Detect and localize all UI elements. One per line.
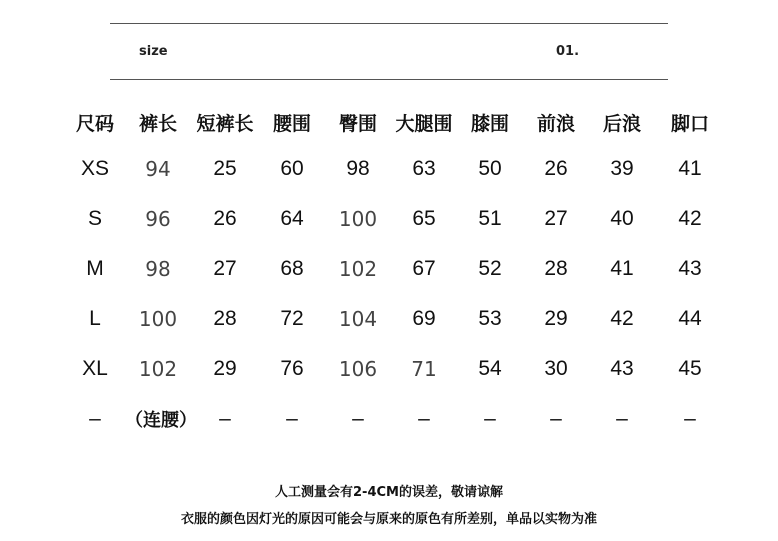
table-cell: – [550, 407, 562, 430]
table-cell: 100 [338, 207, 378, 231]
table-cell: – [286, 407, 298, 430]
table-cell: 41 [678, 157, 702, 180]
color-difference-note: 衣服的颜色因灯光的原因可能会与原来的原色有所差别，单品以实物为准 [180, 512, 597, 527]
column-header: 膝围 [470, 112, 509, 135]
table-cell: 28 [213, 307, 237, 330]
table-cell: 96 [145, 207, 171, 231]
table-cell: 27 [213, 257, 237, 280]
table-cell: 54 [478, 357, 502, 380]
table-cell: 42 [678, 207, 702, 230]
table-cell: 64 [280, 207, 304, 230]
table-cell: – [219, 407, 231, 430]
column-header: 臀围 [338, 112, 377, 135]
header-rule-top [110, 23, 668, 24]
table-cell: 43 [610, 357, 634, 380]
waistband-note: （连腰） [125, 410, 197, 431]
column-header: 尺码 [75, 112, 114, 135]
table-cell: 98 [346, 157, 370, 180]
size-label: size [139, 44, 168, 59]
table-cell: 52 [478, 257, 502, 280]
table-cell: 29 [544, 307, 568, 330]
table-cell: – [352, 407, 364, 430]
model-number-label: 01. [556, 44, 580, 59]
table-cell: 25 [213, 157, 237, 180]
size-cell: XL [82, 357, 108, 380]
column-header: 大腿围 [395, 112, 453, 135]
table-row [65, 244, 725, 294]
table-cell: 104 [338, 307, 378, 331]
table-cell: 71 [411, 357, 437, 381]
table-cell: 45 [678, 357, 702, 380]
size-chart-table [65, 100, 725, 444]
table-cell: 41 [610, 257, 634, 280]
table-cell: 94 [145, 157, 171, 181]
measurement-error-note: 人工测量会有2-4CM的误差，敬请谅解 [275, 485, 503, 500]
table-cell: 51 [478, 207, 502, 230]
table-cell: 102 [138, 357, 178, 381]
table-cell: 50 [478, 157, 502, 180]
column-header: 后浪 [602, 112, 641, 135]
table-cell: 100 [138, 307, 178, 331]
table-cell: 43 [678, 257, 702, 280]
header-rule-bottom [110, 79, 668, 80]
table-cell: 98 [145, 257, 171, 281]
table-cell: 63 [412, 157, 436, 180]
table-cell: 72 [280, 307, 304, 330]
table-cell: 26 [213, 207, 237, 230]
table-cell: 39 [610, 157, 634, 180]
column-header: 脚口 [670, 112, 709, 135]
table-cell: 42 [610, 307, 634, 330]
table-cell: 26 [544, 157, 568, 180]
table-cell: – [684, 407, 696, 430]
table-cell: 65 [412, 207, 436, 230]
size-cell: S [87, 207, 102, 230]
table-cell: – [484, 407, 496, 430]
column-header: 短裤长 [196, 112, 254, 135]
size-cell: XS [80, 157, 109, 180]
table-cell: 40 [610, 207, 634, 230]
table-cell: 53 [478, 307, 502, 330]
table-cell: 68 [280, 257, 304, 280]
table-cell: – [89, 407, 101, 430]
size-cell: M [86, 257, 104, 280]
column-header: 前浪 [536, 112, 575, 135]
table-cell: 44 [678, 307, 702, 330]
table-header-row [65, 100, 725, 144]
table-row [65, 194, 725, 244]
table-cell: – [616, 407, 628, 430]
table-cell: – [418, 407, 430, 430]
size-cell: L [89, 307, 101, 330]
column-header: 裤长 [138, 112, 177, 135]
table-row [65, 394, 725, 444]
table-row [65, 144, 725, 194]
table-cell: 106 [338, 357, 378, 381]
table-cell: 102 [338, 257, 378, 281]
column-header: 腰围 [272, 112, 311, 135]
table-cell: 67 [412, 257, 436, 280]
table-cell: 28 [544, 257, 568, 280]
table-cell: 69 [412, 307, 436, 330]
table-cell: 29 [213, 357, 237, 380]
table-cell: 27 [544, 207, 568, 230]
table-cell: 76 [280, 357, 304, 380]
table-cell: 30 [544, 357, 568, 380]
table-row [65, 344, 725, 394]
table-row [65, 294, 725, 344]
table-cell: 60 [280, 157, 304, 180]
